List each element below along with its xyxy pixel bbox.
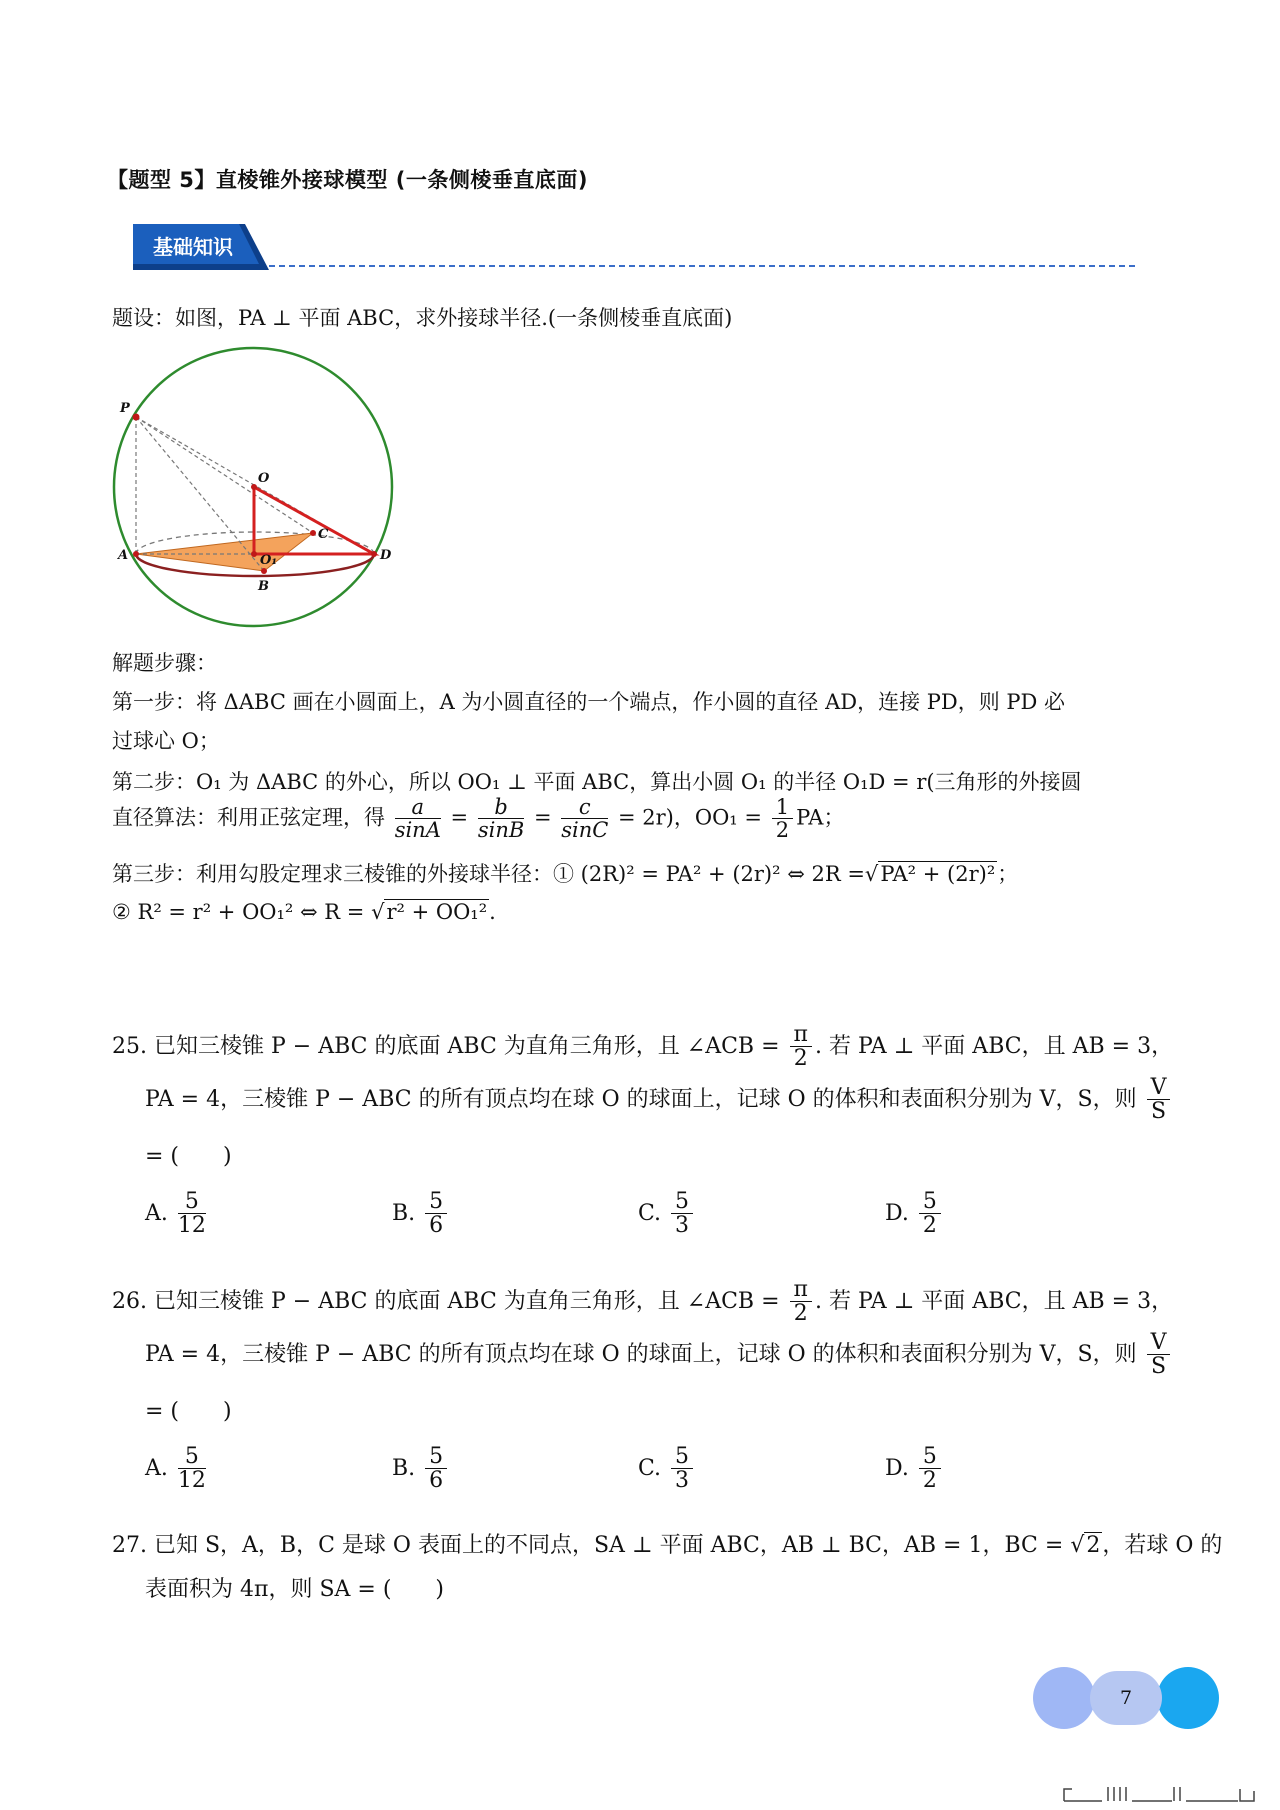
step3-text-d: .	[489, 900, 496, 924]
label-c: C	[318, 527, 329, 542]
step1-line2: 过球心 O；	[112, 729, 220, 753]
step3-line2: ② R² = r² + OO₁² ⇔ R = √r² + OO₁².	[112, 900, 496, 924]
step2-text-a: 直径算法：利用正弦定理，得	[112, 805, 385, 830]
q27-line1: 27. 已知 S，A，B，C 是球 O 表面上的不同点，SA ⊥ 平面 ABC，AB ⊥ BC，AB = 1，BC = √2，若球 O 的	[112, 1533, 1223, 1558]
watermark-icon	[1062, 1783, 1262, 1805]
premise-text: 题设：如图，PA ⊥ 平面 ABC，求外接球半径.(一条侧棱垂直底面)	[112, 306, 733, 330]
label-a: A	[118, 548, 129, 563]
q27-text-a: 27. 已知 S，A，B，C 是球 O 表面上的不同点，SA ⊥ 平面 ABC，AB ⊥ BC，AB = 1，BC =	[112, 1533, 1064, 1558]
section-divider	[269, 265, 1135, 267]
q26-option-a[interactable]: A. $\frac{5}{12}$	[145, 1444, 206, 1494]
step3-sqrt1: PA² + (2r)²	[880, 862, 996, 886]
step3-line1: 第三步：利用勾股定理求三棱锥的外接球半径：① (2R)² = PA² + (2r)² ⇔ 2R =√PA² + (2r)²；	[112, 862, 1019, 886]
q26-frac-pi: $\frac{\pi}{2}$	[790, 1278, 812, 1326]
q26-option-b[interactable]: B. $\frac{5}{6}$	[392, 1445, 450, 1493]
q26-text-c: PA = 4，三棱锥 P − ABC 的所有顶点均在球 O 的球面上，记球 O 的体积和表面积分别为 V，S，则	[145, 1342, 1137, 1368]
q25-line3: = ( )	[145, 1144, 232, 1169]
q25-text-b: . 若 PA ⊥ 平面 ABC，且 AB = 3，	[814, 1034, 1174, 1060]
q25-option-c[interactable]: C. $\frac{5}{3}$	[638, 1190, 696, 1238]
step1-line1: 第一步：将 ΔABC 画在小圆面上，A 为小圆直径的一个端点，作小圆的直径 AD，连接 PD，则 PD 必	[112, 690, 1066, 714]
q27-sqrt: 2	[1086, 1533, 1101, 1558]
q25-line2	[145, 1076, 1173, 1124]
label-o1: O₁	[260, 553, 278, 568]
q26-text-b: . 若 PA ⊥ 平面 ABC，且 AB = 3，	[814, 1289, 1174, 1315]
page-circle-left	[1033, 1667, 1095, 1729]
base-triangle	[136, 533, 313, 571]
q25-option-b[interactable]: B. $\frac{5}{6}$	[392, 1190, 450, 1238]
label-d: D	[380, 548, 392, 563]
q26-option-c[interactable]: C. $\frac{5}{3}$	[638, 1445, 696, 1493]
q26-text-a: 26. 已知三棱锥 P − ABC 的底面 ABC 为直角三角形，且 ∠ACB =	[112, 1289, 780, 1315]
label-b: B	[258, 579, 269, 594]
sphere-figure	[110, 340, 410, 640]
q26-line3: = ( )	[145, 1399, 232, 1424]
step3-text-b: ；	[997, 862, 1019, 886]
step2-text-c: PA；	[796, 805, 845, 830]
q26-line2	[145, 1331, 1173, 1379]
frac-b-sinB: $\frac{b}{\sin B}$	[477, 795, 525, 843]
page-number: 7	[1119, 1687, 1133, 1709]
q25-text-c: PA = 4，三棱锥 P − ABC 的所有顶点均在球 O 的球面上，记球 O 的体积和表面积分别为 V，S，则	[145, 1087, 1137, 1113]
label-p: P	[120, 401, 130, 416]
page-circle-right	[1157, 1667, 1219, 1729]
q26-line1	[112, 1278, 1173, 1326]
q25-text-a: 25. 已知三棱锥 P − ABC 的底面 ABC 为直角三角形，且 ∠ACB =	[112, 1034, 780, 1060]
step2-line2: 直径算法：利用正弦定理，得 $\frac{a}{\sin A}$ = $\frac{b}{\sin B}$ = $\frac{c}{\sin C}$ = 2r)，OO₁ = $\frac{1}{2}$ PA；	[112, 795, 845, 843]
step2-text-b: = 2r)，OO₁ =	[618, 805, 763, 830]
step3-text-c: ② R² = r² + OO₁² ⇔ R =	[112, 900, 365, 924]
frac-a-sinA: $\frac{a}{\sin A}$	[394, 795, 441, 843]
step3-text-a: 第三步：利用勾股定理求三棱锥的外接球半径：① (2R)² = PA² + (2r)² ⇔ 2R =	[112, 862, 865, 886]
q25-line1	[112, 1023, 1173, 1071]
label-o: O	[258, 471, 270, 486]
q25-frac-vs: $\frac{V}{S}$	[1147, 1076, 1171, 1124]
q26-option-d[interactable]: D. $\frac{5}{2}$	[885, 1445, 944, 1493]
step3-sqrt2: r² + OO₁²	[386, 900, 488, 924]
steps-heading: 解题步骤：	[112, 651, 217, 675]
q25-frac-pi: $\frac{\pi}{2}$	[790, 1023, 812, 1071]
q25-option-d[interactable]: D. $\frac{5}{2}$	[885, 1190, 944, 1238]
step2-line1: 第二步：O₁ 为 ΔABC 的外心，所以 OO₁ ⊥ 平面 ABC，算出小圆 O₁ 的半径 O₁D = r(三角形的外接圆	[112, 770, 1082, 794]
q25-option-a[interactable]: A. $\frac{5}{12}$	[145, 1189, 206, 1239]
frac-half: $\frac{1}{2}$	[772, 796, 793, 842]
q27-line2: 表面积为 4π，则 SA = ( )	[145, 1577, 444, 1602]
section-title: 【题型 5】直棱锥外接球模型 (一条侧棱垂直底面)	[107, 168, 588, 192]
frac-c-sinC: $\frac{c}{\sin C}$	[561, 795, 609, 843]
q26-frac-vs: $\frac{V}{S}$	[1147, 1331, 1171, 1379]
badge-label: 基础知识	[153, 235, 233, 259]
q27-text-b: ，若球 O 的	[1102, 1533, 1223, 1558]
